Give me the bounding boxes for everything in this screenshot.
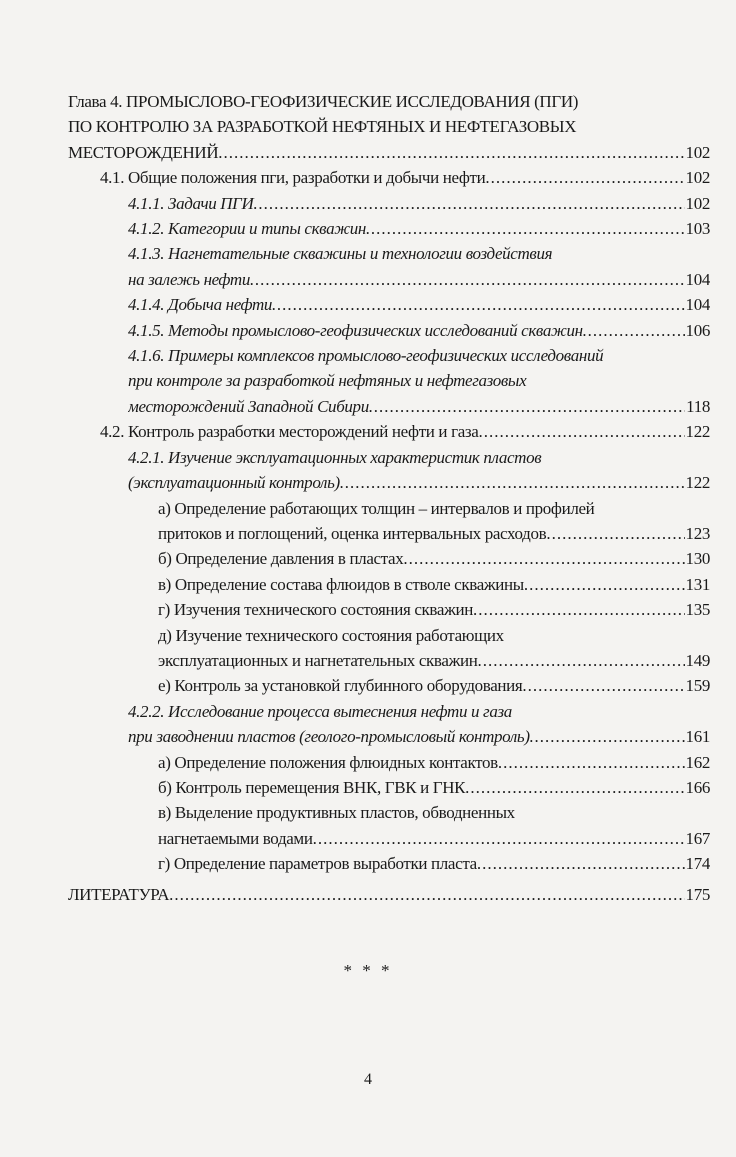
leader-dots [498, 750, 685, 775]
toc-entry [68, 572, 710, 597]
toc-page-number: 130 [685, 549, 710, 569]
leader-dots [313, 826, 685, 851]
leader-dots [250, 267, 685, 292]
toc-page-number: 122 [685, 422, 710, 442]
toc-entry [68, 546, 710, 571]
toc-entry [68, 343, 710, 419]
toc-entry-title: г) Определение параметров выработки пласта [158, 854, 477, 874]
toc-entry [68, 89, 710, 165]
toc-entry-title: 4.2.1. Изучение эксплуатационных характеристик пластов [128, 447, 542, 467]
toc-entry-title: нагнетаемыми водами [158, 828, 313, 848]
toc-entry-title: б) Контроль перемещения ВНК, ГВК и ГНК [158, 777, 466, 797]
toc-entry [68, 165, 710, 190]
page-number: 4 [364, 1071, 372, 1088]
leader-dots [366, 216, 685, 241]
toc-page-number: 102 [685, 142, 710, 162]
toc-entry-title: 4.1.2. Категории и типы скважин [128, 219, 366, 239]
toc-page-number: 149 [685, 650, 710, 670]
toc-entry-title: 4.2.2. Исследование процесса вытеснения нефти и газа [128, 701, 512, 721]
toc-entry [68, 800, 710, 851]
leader-dots [340, 470, 685, 495]
toc-entry-title: в) Определение состава флюидов в стволе скважины [158, 574, 524, 594]
toc-page-number: 159 [685, 676, 710, 696]
toc-entry-title: 4.1.5. Методы промыслово-геофизических исследований скважин [128, 320, 583, 340]
leader-dots [369, 394, 685, 419]
leader-dots [403, 546, 684, 571]
toc-page-number: 118 [686, 396, 710, 416]
toc-entry-title: д) Изучение технического состояния работающих [158, 625, 504, 645]
leader-dots [465, 775, 684, 800]
toc-page-number: 106 [685, 320, 710, 340]
toc-page-number: 123 [685, 523, 710, 543]
toc-entry [68, 241, 710, 292]
toc-entry [68, 292, 710, 317]
leader-dots [272, 292, 685, 317]
toc-entry [68, 597, 710, 622]
toc-entry [68, 191, 710, 216]
toc-page-number: 135 [685, 600, 710, 620]
leader-dots [478, 419, 684, 444]
toc-entry-title: г) Изучения технического состояния скважин [158, 600, 473, 620]
toc-entry-title: е) Контроль за установкой глубинного оборудования [158, 676, 523, 696]
toc-page-number: 122 [685, 473, 710, 493]
toc-entry-title: эксплуатационных и нагнетательных скважин [158, 650, 478, 670]
toc-entry-title: МЕСТОРОЖДЕНИЙ [68, 142, 219, 162]
leader-dots [530, 724, 685, 749]
leader-dots [522, 673, 684, 698]
toc-entry-title: 4.1.6. Примеры комплексов промыслово-геофизических исследований [128, 346, 604, 366]
toc-entry [68, 623, 710, 674]
toc-entry-title: притоков и поглощений, оценка интервальных расходов [158, 523, 547, 543]
toc-page-number: 103 [685, 219, 710, 239]
toc-entry-title: 4.1.1. Задачи ПГИ [128, 193, 254, 213]
toc-page-number: 167 [685, 828, 710, 848]
toc-entry [68, 851, 710, 876]
toc-page-number: 174 [685, 854, 710, 874]
toc-entry-title: а) Определение работающих толщин – интервалов и профилей [158, 498, 595, 518]
toc-entry-title: на залежь нефти [128, 269, 251, 289]
toc-entry-title: ЛИТЕРАТУРА [68, 884, 170, 904]
toc-page-number: 162 [685, 752, 710, 772]
toc-entry [68, 750, 710, 775]
toc-entry-title: месторождений Западной Сибири [128, 396, 369, 416]
leader-dots [473, 597, 685, 622]
toc-entry-title: (эксплуатационный контроль) [128, 473, 340, 493]
toc-page-number: 104 [685, 269, 710, 289]
leader-dots [583, 318, 685, 343]
toc-entry-title: б) Определение давления в пластах [158, 549, 404, 569]
toc-page-number: 104 [685, 295, 710, 315]
toc-entry-title: 4.1.3. Нагнетательные скважины и технологии воздействия [128, 244, 553, 264]
toc-page-number: 102 [685, 168, 710, 188]
toc-page-number: 102 [685, 193, 710, 213]
toc-entry-title: 4.1.4. Добыча нефти [128, 295, 273, 315]
toc-entry-title: при контроле за разработкой нефтяных и нефтегазовых [128, 371, 527, 391]
toc-page-number: 175 [685, 884, 710, 904]
leader-dots [485, 165, 684, 190]
leader-dots [477, 851, 685, 876]
leader-dots [477, 648, 684, 673]
toc-entry [68, 445, 710, 496]
toc-entry [68, 216, 710, 241]
toc-entry-title: а) Определение положения флюидных контактов [158, 752, 498, 772]
toc-page-number: 131 [685, 574, 710, 594]
toc-page-number: 161 [685, 727, 710, 747]
leader-dots [253, 191, 684, 216]
toc-entry [68, 318, 710, 343]
toc-entry-title: в) Выделение продуктивных пластов, обводненных [158, 803, 515, 823]
toc-entry-title: Глава 4. ПРОМЫСЛОВО-ГЕОФИЗИЧЕСКИЕ ИССЛЕДОВАНИЯ (ПГИ) [68, 92, 579, 111]
toc-entry [68, 673, 710, 698]
leader-dots [218, 140, 684, 165]
toc-entry [68, 496, 710, 547]
leader-dots [546, 521, 684, 546]
toc-entry [68, 882, 710, 907]
toc-entry-title: ПО КОНТРОЛЮ ЗА РАЗРАБОТКОЙ НЕФТЯНЫХ И НЕФТЕГАЗОВЫХ [68, 117, 577, 137]
section-separator: * * * [343, 961, 393, 980]
toc-entry-title: 4.1. Общие положения пги, разработки и добычи нефти [100, 168, 486, 188]
table-of-contents [68, 89, 710, 907]
toc-entry [68, 419, 710, 444]
toc-entry-title: 4.2. Контроль разработки месторождений нефти и газа [100, 422, 479, 442]
toc-entry [68, 699, 710, 750]
toc-page-number: 166 [685, 777, 710, 797]
toc-entry-title: при заводнении пластов (геолого-промысловый контроль) [128, 727, 530, 747]
leader-dots [524, 572, 685, 597]
toc-entry [68, 775, 710, 800]
leader-dots [169, 882, 684, 907]
